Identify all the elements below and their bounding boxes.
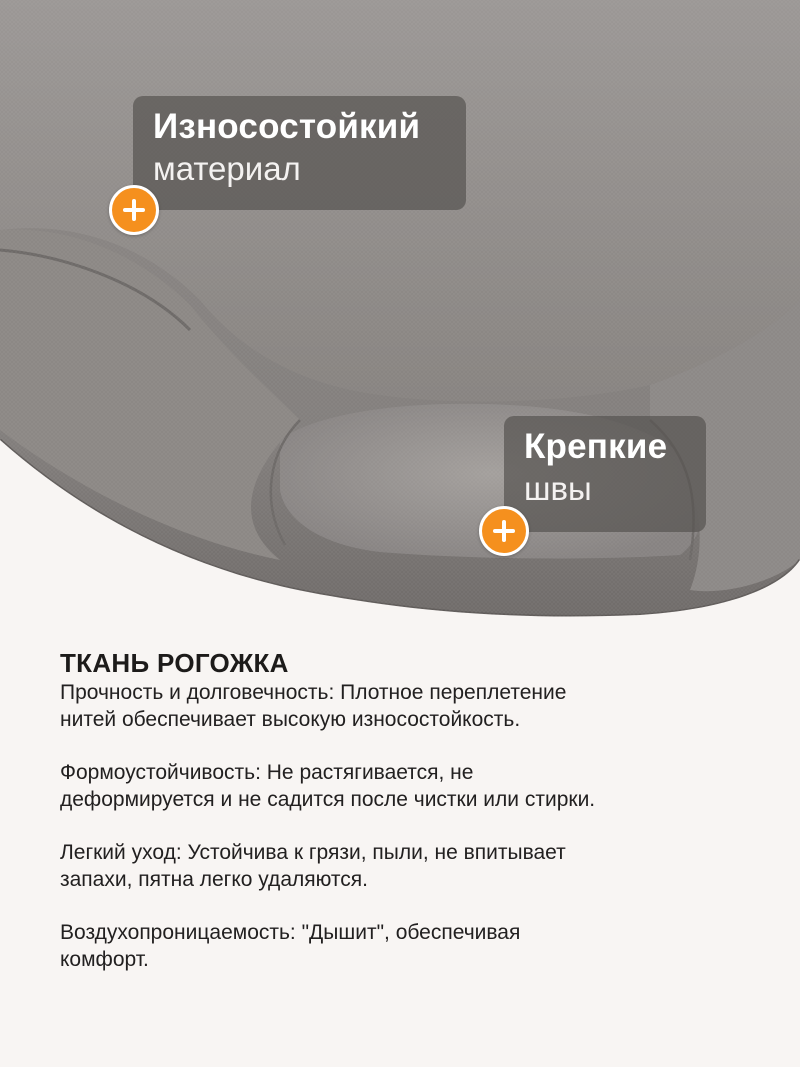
plus-icon[interactable]: [479, 506, 529, 556]
plus-icon[interactable]: [109, 185, 159, 235]
callout-seams: [504, 416, 706, 532]
paragraph-durability: Прочность и долговечность: Плотное переплетение нитей обеспечивает высокую износостойкость.: [60, 681, 567, 731]
callout-material-subtitle: материал: [153, 150, 301, 187]
section-heading: ТКАНЬ РОГОЖКА: [60, 648, 289, 678]
callout-material-title: Износостойкий: [153, 107, 421, 146]
paragraph-shape-stability: Формоустойчивость: Не растягивается, не деформируется и не садится после чистки или стирки.: [60, 761, 596, 811]
callout-seams-title: Крепкие: [524, 427, 668, 466]
paragraph-breathability: Воздухопроницаемость: "Дышит", обеспечивая комфорт.: [60, 921, 521, 971]
callout-seams-subtitle: швы: [524, 470, 592, 507]
fabric-description: [60, 646, 740, 1000]
paragraph-easy-care: Легкий уход: Устойчива к грязи, пыли, не впитывает запахи, пятна легко удаляются.: [60, 841, 566, 891]
callout-material: [133, 96, 466, 210]
